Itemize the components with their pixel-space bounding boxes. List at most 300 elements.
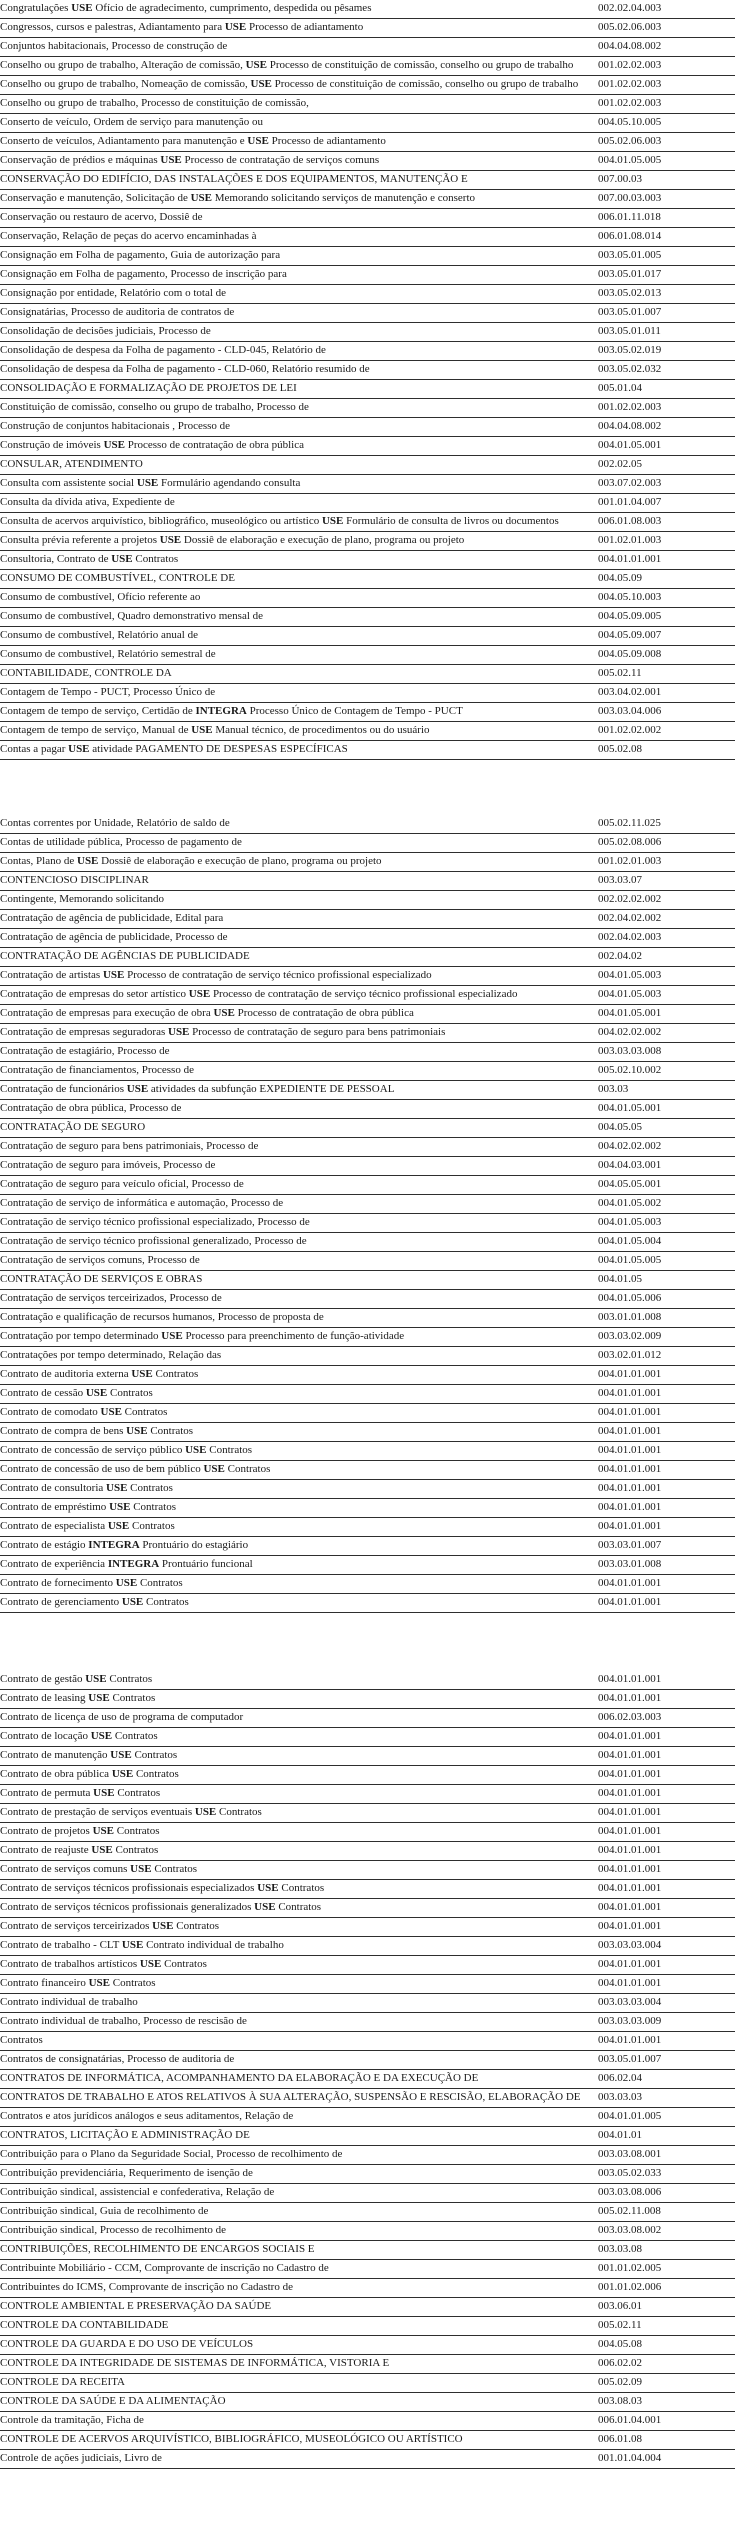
entry-code: 003.03.08.001 (598, 2146, 735, 2165)
index-row (0, 2222, 735, 2241)
entry-code: 005.02.10.002 (598, 1062, 735, 1081)
index-row (0, 323, 735, 342)
entry-text: Congratulações USE Ofício de agradecimento, cumprimento, despedida ou pêsames (0, 0, 598, 19)
entry-text: Contrato financeiro USE Contratos (0, 1975, 598, 1994)
entry-text: CONSOLIDAÇÃO E FORMALIZAÇÃO DE PROJETOS DE LEI (0, 380, 598, 399)
entry-text: Contratação de seguro para bens patrimoniais, Processo de (0, 1138, 598, 1157)
entry-code: 001.02.01.003 (598, 532, 735, 551)
entry-code: 003.03.08.006 (598, 2184, 735, 2203)
entry-text: Contagem de Tempo - PUCT, Processo Único de (0, 684, 598, 703)
index-row (0, 570, 735, 589)
cross-reference-keyword: USE (121, 1596, 144, 1608)
index-row (0, 76, 735, 95)
entry-code: 004.01.01.001 (598, 1404, 735, 1423)
entry-code: 003.05.01.007 (598, 2051, 735, 2070)
entry-text: Congressos, cursos e palestras, Adiantamento para USE Processo de adiantamento (0, 19, 598, 38)
index-row (0, 1252, 735, 1271)
entry-code: 004.01.01.005 (598, 2108, 735, 2127)
entry-text: CONTROLE AMBIENTAL E PRESERVAÇÃO DA SAÚDE (0, 2298, 598, 2317)
entry-code: 004.05.09 (598, 570, 735, 589)
cross-reference-keyword: USE (321, 515, 344, 527)
entry-text: CONTROLE DA INTEGRIDADE DE SISTEMAS DE INFORMÁTICA, VISTORIA E (0, 2355, 598, 2374)
entry-text: Contratação de financiamentos, Processo de (0, 1062, 598, 1081)
entry-code: 003.03.07 (598, 872, 735, 891)
entry-code: 006.01.08 (598, 2431, 735, 2450)
entry-text: Conjuntos habitacionais, Processo de construção de (0, 38, 598, 57)
entry-code: 004.05.05.001 (598, 1176, 735, 1195)
index-row (0, 1804, 735, 1823)
index-row (0, 19, 735, 38)
entry-text: Consumo de combustível, Ofício referente ao (0, 589, 598, 608)
entry-code: 003.03.03.004 (598, 1937, 735, 1956)
index-row (0, 2260, 735, 2279)
index-row (0, 1005, 735, 1024)
index-row (0, 1747, 735, 1766)
index-row (0, 2374, 735, 2393)
entry-text: Contrato de cessão USE Contratos (0, 1385, 598, 1404)
entry-code: 004.01.01.001 (598, 1804, 735, 1823)
entry-text: Conservação, Relação de peças do acervo encaminhadas à (0, 228, 598, 247)
index-row (0, 815, 735, 834)
entry-code: 004.01.01.001 (598, 1385, 735, 1404)
index-row (0, 2089, 735, 2108)
entry-text: Consultoria, Contrato de USE Contratos (0, 551, 598, 570)
entry-code: 007.00.03 (598, 171, 735, 190)
entry-code: 001.02.02.002 (598, 722, 735, 741)
index-row (0, 1176, 735, 1195)
entry-code: 006.01.08.014 (598, 228, 735, 247)
entry-code: 003.05.02.032 (598, 361, 735, 380)
cross-reference-keyword: USE (185, 1444, 207, 1456)
entry-text: Contrato de empréstimo USE Contratos (0, 1499, 598, 1518)
cross-reference-keyword: USE (71, 2, 93, 14)
entry-code: 006.02.02 (598, 2355, 735, 2374)
entry-text: Consolidação de despesa da Folha de pagamento - CLD-045, Relatório de (0, 342, 598, 361)
entry-code: 003.03.02.009 (598, 1328, 735, 1347)
index-row (0, 1766, 735, 1785)
entry-code: 003.05.02.033 (598, 2165, 735, 2184)
entry-text: Contrato individual de trabalho, Processo de rescisão de (0, 2013, 598, 2032)
index-table-block-3 (0, 1671, 735, 2469)
entry-code: 001.02.02.003 (598, 95, 735, 114)
index-row (0, 834, 735, 853)
entry-text: CONSUMO DE COMBUSTÍVEL, CONTROLE DE (0, 570, 598, 589)
index-row (0, 1404, 735, 1423)
entry-text: Contrato de compra de bens USE Contratos (0, 1423, 598, 1442)
entry-text: Contrato de leasing USE Contratos (0, 1690, 598, 1709)
index-row (0, 1271, 735, 1290)
cross-reference-keyword: USE (247, 135, 269, 147)
entry-text: Conselho ou grupo de trabalho, Alteração de comissão, USE Processo de constituição de comissão, conselho ou grupo de trabalho (0, 57, 598, 76)
index-row (0, 872, 735, 891)
entry-text: Conserto de veículo, Ordem de serviço para manutenção ou (0, 114, 598, 133)
entry-text: Contrato de consultoria USE Contratos (0, 1480, 598, 1499)
entry-code: 004.01.01.001 (598, 1690, 735, 1709)
index-row (0, 399, 735, 418)
entry-code: 003.03.01.007 (598, 1537, 735, 1556)
entry-code: 004.01.01.001 (598, 1518, 735, 1537)
entry-text: Contratação de serviço de informática e automação, Processo de (0, 1195, 598, 1214)
entry-text: Contrato de gerenciamento USE Contratos (0, 1594, 598, 1613)
index-row (0, 1423, 735, 1442)
entry-text: Contratos e atos jurídicos análogos e seus aditamentos, Relação de (0, 2108, 598, 2127)
entry-code: 003.04.02.001 (598, 684, 735, 703)
index-row (0, 2393, 735, 2412)
cross-reference-keyword: USE (168, 1026, 190, 1038)
index-row (0, 1442, 735, 1461)
cross-reference-keyword: USE (126, 1083, 149, 1095)
entry-text: Contrato de projetos USE Contratos (0, 1823, 598, 1842)
cross-reference-keyword: USE (203, 1463, 225, 1475)
index-row (0, 2450, 735, 2469)
index-row (0, 304, 735, 323)
cross-reference-keyword: USE (188, 988, 211, 1000)
entry-text: Constituição de comissão, conselho ou grupo de trabalho, Processo de (0, 399, 598, 418)
entry-code: 005.02.08.006 (598, 834, 735, 853)
index-row (0, 361, 735, 380)
entry-code: 004.04.08.002 (598, 418, 735, 437)
index-row (0, 57, 735, 76)
cross-reference-keyword: USE (90, 1730, 113, 1742)
cross-reference-keyword: USE (91, 1844, 113, 1856)
cross-reference-keyword: USE (85, 1673, 107, 1685)
entry-code: 004.01.01.001 (598, 1671, 735, 1690)
entry-text: Consulta de acervos arquivístico, bibliográfico, museológico ou artístico USE Formulário de consulta de livros ou documentos (0, 513, 598, 532)
entry-code: 004.01.01.001 (598, 1442, 735, 1461)
entry-code: 004.05.10.003 (598, 589, 735, 608)
entry-code: 004.01.01.001 (598, 1461, 735, 1480)
entry-code: 004.01.05.004 (598, 1233, 735, 1252)
entry-code: 004.01.01.001 (598, 1480, 735, 1499)
entry-text: CONTABILIDADE, CONTROLE DA (0, 665, 598, 684)
entry-code: 004.04.08.002 (598, 38, 735, 57)
entry-code: 003.03.01.008 (598, 1556, 735, 1575)
cross-reference-keyword: USE (254, 1901, 276, 1913)
entry-text: CONTROLE DA GUARDA E DO USO DE VEÍCULOS (0, 2336, 598, 2355)
entry-text: Consignação por entidade, Relatório com o total de (0, 285, 598, 304)
entry-code: 004.01.01.001 (598, 1842, 735, 1861)
cross-reference-keyword: USE (85, 1387, 108, 1399)
cross-reference-keyword: USE (109, 1501, 131, 1513)
cross-reference-keyword: USE (88, 1692, 110, 1704)
index-row (0, 1138, 735, 1157)
entry-code: 004.01.01.001 (598, 1423, 735, 1442)
entry-code: 005.02.09 (598, 2374, 735, 2393)
index-row (0, 2165, 735, 2184)
index-row (0, 0, 735, 19)
cross-reference-keyword: INTEGRA (107, 1558, 160, 1570)
index-row (0, 513, 735, 532)
entry-code: 004.05.09.007 (598, 627, 735, 646)
index-row (0, 2355, 735, 2374)
entry-code: 001.01.04.007 (598, 494, 735, 513)
cross-reference-keyword: USE (93, 1787, 115, 1799)
entry-code: 004.01.05.001 (598, 437, 735, 456)
index-row (0, 456, 735, 475)
entry-text: CONTROLE DA CONTABILIDADE (0, 2317, 598, 2336)
index-row (0, 1366, 735, 1385)
cross-reference-keyword: USE (111, 553, 133, 565)
index-row (0, 2412, 735, 2431)
entry-text: Contrato de serviços técnicos profissionais especializados USE Contratos (0, 1880, 598, 1899)
entry-text: CONTRATAÇÃO DE SEGURO (0, 1119, 598, 1138)
cross-reference-keyword: USE (115, 1577, 138, 1589)
entry-code: 004.01.01.001 (598, 1918, 735, 1937)
entry-code: 003.02.01.012 (598, 1347, 735, 1366)
entry-text: Contratação de agência de publicidade, Edital para (0, 910, 598, 929)
entry-text: Contas a pagar USE atividade PAGAMENTO DE DESPESAS ESPECÍFICAS (0, 741, 598, 760)
index-row (0, 703, 735, 722)
entry-code: 003.05.01.007 (598, 304, 735, 323)
entry-code: 004.01.01.001 (598, 1956, 735, 1975)
index-row (0, 1480, 735, 1499)
entry-code: 005.02.06.003 (598, 133, 735, 152)
index-row (0, 1233, 735, 1252)
entry-text: Contrato de concessão de serviço público USE Contratos (0, 1442, 598, 1461)
index-row (0, 1880, 735, 1899)
index-row (0, 2336, 735, 2355)
entry-code: 004.01.05.003 (598, 1214, 735, 1233)
entry-code: 001.01.02.006 (598, 2279, 735, 2298)
entry-code: 004.01.01.001 (598, 1594, 735, 1613)
entry-text: Contrato de especialista USE Contratos (0, 1518, 598, 1537)
index-row (0, 853, 735, 872)
entry-text: CONTRIBUIÇÕES, RECOLHIMENTO DE ENCARGOS SOCIAIS E (0, 2241, 598, 2260)
cross-reference-keyword: USE (100, 1406, 122, 1418)
entry-code: 003.05.02.019 (598, 342, 735, 361)
index-row (0, 1518, 735, 1537)
entry-text: Contratação de funcionários USE atividades da subfunção EXPEDIENTE DE PESSOAL (0, 1081, 598, 1100)
index-row (0, 209, 735, 228)
cross-reference-keyword: USE (102, 969, 125, 981)
entry-text: Controle da tramitação, Ficha de (0, 2412, 598, 2431)
entry-text: Contratação de empresas do setor artístico USE Processo de contratação de serviço técnico profissional especializado (0, 986, 598, 1005)
index-row (0, 589, 735, 608)
entry-code: 003.03 (598, 1081, 735, 1100)
index-row (0, 2108, 735, 2127)
entry-code: 004.01.05.002 (598, 1195, 735, 1214)
entry-text: Construção de imóveis USE Processo de contratação de obra pública (0, 437, 598, 456)
entry-text: Contratação e qualificação de recursos humanos, Processo de proposta de (0, 1309, 598, 1328)
index-row (0, 532, 735, 551)
entry-code: 005.02.11.025 (598, 815, 735, 834)
cross-reference-keyword: USE (92, 1825, 114, 1837)
entry-text: Contratação de empresas seguradoras USE Processo de contratação de seguro para bens patrimoniais (0, 1024, 598, 1043)
entry-text: Contrato de manutenção USE Contratos (0, 1747, 598, 1766)
entry-text: Conselho ou grupo de trabalho, Nomeação de comissão, USE Processo de constituição de comissão, conselho ou grupo de trabalho (0, 76, 598, 95)
index-row (0, 2127, 735, 2146)
entry-code: 003.03.08 (598, 2241, 735, 2260)
entry-code: 004.05.09.005 (598, 608, 735, 627)
entry-text: Contagem de tempo de serviço, Certidão de INTEGRA Processo Único de Contagem de Tempo - PUCT (0, 703, 598, 722)
entry-code: 003.03.03.009 (598, 2013, 735, 2032)
entry-text: Contribuinte Mobiliário - CCM, Comprovante de inscrição no Cadastro de (0, 2260, 598, 2279)
entry-code: 001.02.02.003 (598, 76, 735, 95)
index-row (0, 2070, 735, 2089)
cross-reference-keyword: USE (106, 1482, 128, 1494)
cross-reference-keyword: USE (136, 477, 159, 489)
entry-text: Controle de ações judiciais, Livro de (0, 2450, 598, 2469)
entry-code: 004.01.01.001 (598, 551, 735, 570)
cross-reference-keyword: USE (77, 855, 99, 867)
index-row (0, 38, 735, 57)
entry-text: CONTRATOS, LICITAÇÃO E ADMINISTRAÇÃO DE (0, 2127, 598, 2146)
index-table-block-1 (0, 0, 735, 760)
entry-text: Conservação e manutenção, Solicitação de USE Memorando solicitando serviços de manutenção e conserto (0, 190, 598, 209)
entry-code: 004.01.01.001 (598, 1880, 735, 1899)
entry-code: 004.01.01.001 (598, 1785, 735, 1804)
entry-text: Contrato de gestão USE Contratos (0, 1671, 598, 1690)
index-row (0, 266, 735, 285)
entry-code: 004.05.08 (598, 2336, 735, 2355)
entry-text: Conserto de veículos, Adiantamento para manutenção e USE Processo de adiantamento (0, 133, 598, 152)
entry-text: Contrato de serviços técnicos profissionais generalizados USE Contratos (0, 1899, 598, 1918)
entry-code: 002.04.02.002 (598, 910, 735, 929)
cross-reference-keyword: USE (257, 1882, 279, 1894)
entry-text: Contrato de serviços comuns USE Contratos (0, 1861, 598, 1880)
entry-code: 001.01.04.004 (598, 2450, 735, 2469)
index-row (0, 1728, 735, 1747)
index-row (0, 2279, 735, 2298)
entry-code: 004.05.05 (598, 1119, 735, 1138)
index-row (0, 437, 735, 456)
index-row (0, 1709, 735, 1728)
entry-code: 003.07.02.003 (598, 475, 735, 494)
index-row (0, 2241, 735, 2260)
index-row (0, 967, 735, 986)
entry-text: Contribuintes do ICMS, Comprovante de inscrição no Cadastro de (0, 2279, 598, 2298)
entry-text: Consignação em Folha de pagamento, Guia de autorização para (0, 247, 598, 266)
entry-code: 004.05.10.005 (598, 114, 735, 133)
entry-text: Contratação de empresas para execução de obra USE Processo de contratação de obra pública (0, 1005, 598, 1024)
entry-text: CONTRATAÇÃO DE SERVIÇOS E OBRAS (0, 1271, 598, 1290)
entry-code: 005.02.11.008 (598, 2203, 735, 2222)
entry-text: Consolidação de decisões judiciais, Processo de (0, 323, 598, 342)
index-row (0, 1842, 735, 1861)
index-row (0, 1062, 735, 1081)
entry-text: Contrato de experiência INTEGRA Prontuário funcional (0, 1556, 598, 1575)
entry-code: 006.02.04 (598, 2070, 735, 2089)
entry-text: Contratação de serviço técnico profissional especializado, Processo de (0, 1214, 598, 1233)
entry-code: 001.02.01.003 (598, 853, 735, 872)
cross-reference-keyword: USE (161, 1330, 183, 1342)
index-row (0, 646, 735, 665)
entry-text: Contribuição previdenciária, Requerimento de isenção de (0, 2165, 598, 2184)
cross-reference-keyword: USE (111, 1768, 134, 1780)
index-row (0, 1975, 735, 1994)
index-row (0, 1347, 735, 1366)
entry-code: 001.02.02.003 (598, 399, 735, 418)
index-row (0, 665, 735, 684)
entry-text: Contrato de licença de uso de programa de computador (0, 1709, 598, 1728)
index-row (0, 285, 735, 304)
index-row (0, 2203, 735, 2222)
entry-text: Contrato de locação USE Contratos (0, 1728, 598, 1747)
entry-text: Contrato de trabalho - CLT USE Contrato individual de trabalho (0, 1937, 598, 1956)
entry-text: Contratação de agência de publicidade, Processo de (0, 929, 598, 948)
entry-code: 004.02.02.002 (598, 1138, 735, 1157)
entry-text: Contribuição para o Plano da Seguridade Social, Processo de recolhimento de (0, 2146, 598, 2165)
index-row (0, 1785, 735, 1804)
entry-text: Conservação de prédios e máquinas USE Processo de contratação de serviços comuns (0, 152, 598, 171)
cross-reference-keyword: USE (126, 1425, 148, 1437)
entry-code: 002.04.02.003 (598, 929, 735, 948)
entry-code: 004.01.05.003 (598, 986, 735, 1005)
entry-text: Contrato de prestação de serviços eventuais USE Contratos (0, 1804, 598, 1823)
index-row (0, 1956, 735, 1975)
entry-code: 004.01.01.001 (598, 1861, 735, 1880)
entry-text: CONTRATAÇÃO DE AGÊNCIAS DE PUBLICIDADE (0, 948, 598, 967)
index-row (0, 1214, 735, 1233)
entry-text: Contratação de obra pública, Processo de (0, 1100, 598, 1119)
entry-text: Contratações por tempo determinado, Relação das (0, 1347, 598, 1366)
entry-text: CONSULAR, ATENDIMENTO (0, 456, 598, 475)
index-row (0, 1899, 735, 1918)
entry-text: Consulta prévia referente a projetos USE Dossiê de elaboração e execução de plano, programa ou projeto (0, 532, 598, 551)
index-row (0, 2051, 735, 2070)
entry-code: 005.02.11 (598, 665, 735, 684)
entry-text: Contratos de consignatárias, Processo de auditoria de (0, 2051, 598, 2070)
index-row (0, 910, 735, 929)
cross-reference-keyword: USE (130, 1863, 152, 1875)
entry-text: Contratação de seguro para veículo oficial, Processo de (0, 1176, 598, 1195)
entry-code: 004.01.01.001 (598, 1499, 735, 1518)
entry-code: 003.03.03.008 (598, 1043, 735, 1062)
entry-code: 005.02.11 (598, 2317, 735, 2336)
index-row (0, 2298, 735, 2317)
index-row (0, 1671, 735, 1690)
index-row (0, 133, 735, 152)
entry-code: 004.01.05.005 (598, 152, 735, 171)
entry-code: 003.08.03 (598, 2393, 735, 2412)
index-row (0, 2317, 735, 2336)
entry-code: 004.05.09.008 (598, 646, 735, 665)
index-row (0, 475, 735, 494)
index-row (0, 1328, 735, 1347)
entry-code: 001.01.02.005 (598, 2260, 735, 2279)
entry-code: 004.04.03.001 (598, 1157, 735, 1176)
entry-text: Consignatárias, Processo de auditoria de contratos de (0, 304, 598, 323)
index-row (0, 1195, 735, 1214)
entry-text: CONTROLE DE ACERVOS ARQUIVÍSTICO, BIBLIOGRÁFICO, MUSEOLÓGICO OU ARTÍSTICO (0, 2431, 598, 2450)
entry-text: Contingente, Memorando solicitando (0, 891, 598, 910)
index-row (0, 1100, 735, 1119)
index-row (0, 171, 735, 190)
entry-text: Consulta com assistente social USE Formulário agendando consulta (0, 475, 598, 494)
entry-text: Contratação de artistas USE Processo de contratação de serviço técnico profissional especializado (0, 967, 598, 986)
cross-reference-keyword: USE (191, 724, 213, 736)
entry-text: CONSERVAÇÃO DO EDIFÍCIO, DAS INSTALAÇÕES E DOS EQUIPAMENTOS, MANUTENÇÃO E (0, 171, 598, 190)
entry-text: Contas correntes por Unidade, Relatório de saldo de (0, 815, 598, 834)
entry-code: 006.01.04.001 (598, 2412, 735, 2431)
entry-text: CONTROLE DA SAÚDE E DA ALIMENTAÇÃO (0, 2393, 598, 2412)
cross-reference-keyword: USE (245, 59, 268, 71)
entry-code: 004.01.01.001 (598, 1575, 735, 1594)
entry-text: Contagem de tempo de serviço, Manual de USE Manual técnico, de procedimentos ou do usuário (0, 722, 598, 741)
entry-text: Contribuição sindical, assistencial e confederativa, Relação de (0, 2184, 598, 2203)
index-row (0, 1690, 735, 1709)
entry-text: Contrato de reajuste USE Contratos (0, 1842, 598, 1861)
cross-reference-keyword: USE (139, 1958, 162, 1970)
cross-reference-keyword: USE (110, 1749, 132, 1761)
index-row (0, 2146, 735, 2165)
entry-code: 004.01.01.001 (598, 1747, 735, 1766)
entry-text: Contrato de obra pública USE Contratos (0, 1766, 598, 1785)
entry-code: 003.03.04.006 (598, 703, 735, 722)
index-row (0, 741, 735, 760)
entry-text: Contas de utilidade pública, Processo de pagamento de (0, 834, 598, 853)
entry-code: 006.01.08.003 (598, 513, 735, 532)
